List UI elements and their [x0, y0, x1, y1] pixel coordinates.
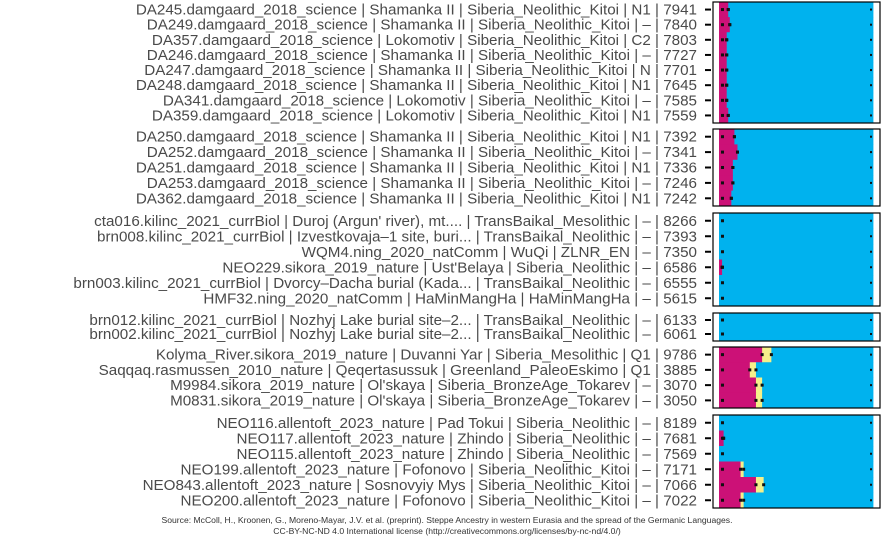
sample-label: DA250.damgaard_2018_science | Shamanka II | Siberia_Neolithic_Kitoi | N1 | 7392 — [135, 128, 697, 146]
panel-5 — [99, 347, 880, 410]
boundary-marker — [870, 251, 872, 253]
boundary-marker — [739, 468, 742, 471]
boundary-marker — [761, 399, 764, 402]
bar-segment-blue — [719, 446, 873, 462]
boundary-marker — [870, 136, 872, 138]
sample-label: Kolyma_River.sikora_2019_nature | Duvanni Yar | Siberia_Mesolithic | Q1 | 9786 — [155, 346, 697, 364]
boundary-marker — [770, 353, 773, 356]
boundary-marker — [731, 181, 734, 184]
sample-label: DA251.damgaard_2018_science | Shamanka II | Siberia_Neolithic_Kitoi | N1 | 7336 — [135, 159, 697, 177]
sample-label: NEO229.sikora_2019_nature | Ust'Belaya | Siberia_Neolithic | – | 6586 — [222, 259, 697, 277]
boundary-marker — [721, 151, 724, 154]
sample-label: DA246.damgaard_2018_science | Shamanka II | Siberia_Neolithic_Kitoi | – | 7727 — [146, 46, 697, 64]
bar-segment-blue — [744, 462, 874, 478]
bar-segment-blue — [719, 275, 873, 291]
sample-label: brn002.kilinc_2021_currBiol | Nozhyj Lake burial site–2... | TransBaikal_Neolithic | – | 6061 — [89, 326, 697, 343]
sample-label: DA357.damgaard_2018_science | Lokomotiv | Siberia_Neolithic_Kitoi | C2 | 7803 — [151, 31, 697, 49]
bar-segment-magenta — [719, 347, 763, 363]
bar-segment-magenta — [719, 191, 732, 207]
bar-segment-blue — [734, 129, 873, 145]
bar-segment-blue — [724, 431, 874, 447]
boundary-marker — [721, 437, 724, 440]
sample-label: NEO117.allentoft_2023_nature | Zhindo | Siberia_Neolithic | – | 7681 — [236, 430, 697, 448]
bar-segment-blue — [719, 244, 873, 260]
boundary-marker — [721, 197, 724, 200]
boundary-marker — [870, 167, 872, 169]
panel-1 — [136, 2, 880, 125]
boundary-marker — [870, 484, 872, 486]
boundary-marker — [870, 297, 872, 299]
bar-segment-blue — [727, 32, 874, 48]
boundary-marker — [742, 499, 745, 502]
sample-label: DA247.damgaard_2018_science | Shamanka II | Siberia_Neolithic_Kitoi | N | 7701 — [144, 62, 697, 80]
sample-label: NEO115.allentoft_2023_nature | Zhindo | Siberia_Neolithic | – | 7569 — [236, 445, 697, 463]
boundary-marker — [730, 197, 733, 200]
sample-label: DA341.damgaard_2018_science | Lokomotiv | Siberia_Neolithic_Kitoi | – | 7585 — [162, 92, 697, 110]
boundary-marker — [725, 38, 728, 41]
sample-label: brn012.kilinc_2021_currBiol | Nozhyj Lake burial site–2... | TransBaikal_Neolithic | – | 6133 — [89, 312, 697, 329]
bar-segment-blue — [719, 291, 873, 307]
sample-label: brn003.kilinc_2021_currBiol | Dvorcy–Dacha burial (Kada... | TransBaikal_Neolithic | – | 6555 — [73, 274, 697, 292]
boundary-marker — [870, 437, 872, 439]
boundary-marker — [870, 235, 872, 237]
boundary-marker — [870, 384, 872, 386]
boundary-marker — [870, 24, 872, 26]
boundary-marker — [721, 23, 724, 26]
sample-label: DA362.damgaard_2018_science | Shamanka II | Siberia_Neolithic_Kitoi | N1 | 7242 — [135, 190, 697, 208]
bar-segment-blue — [733, 175, 874, 191]
boundary-marker — [870, 69, 872, 71]
boundary-marker — [721, 319, 724, 322]
boundary-marker — [721, 84, 724, 87]
boundary-marker — [727, 8, 730, 11]
boundary-marker — [721, 135, 724, 138]
boundary-marker — [733, 135, 736, 138]
sample-label: DA359.damgaard_2018_science | Lokomotiv | Siberia_Neolithic_Kitoi | N1 | 7559 — [151, 107, 697, 125]
bar-segment-blue — [756, 362, 873, 378]
sample-label: HMF32.ning_2020_natComm | HaMinMangHa | HaMinMangHa | – | 5615 — [203, 290, 697, 308]
sample-label: cta016.kilinc_2021_currBiol | Duroj (Argun' river), mt.... | TransBaikal_Mesolithic | – | 8266 — [94, 212, 697, 230]
boundary-marker — [721, 384, 724, 387]
boundary-marker — [721, 266, 724, 269]
bar-segment-blue — [764, 477, 874, 493]
boundary-marker — [870, 319, 872, 321]
boundary-marker — [721, 452, 724, 455]
boundary-marker — [721, 368, 724, 371]
boundary-marker — [721, 8, 724, 11]
boundary-marker — [736, 151, 739, 154]
boundary-marker — [721, 483, 724, 486]
boundary-marker — [870, 151, 872, 153]
boundary-marker — [721, 99, 724, 102]
boundary-marker — [870, 266, 872, 268]
bar-segment-blue — [730, 17, 874, 33]
bar-segment-blue — [733, 160, 874, 176]
boundary-marker — [721, 219, 724, 222]
bar-segment-blue — [762, 393, 873, 409]
sample-label: DA249.damgaard_2018_science | Shamanka II | Siberia_Neolithic_Kitoi | – | 7840 — [146, 16, 697, 34]
boundary-marker — [870, 499, 872, 501]
boundary-marker — [725, 53, 728, 56]
boundary-marker — [870, 54, 872, 56]
sample-label: NEO116.allentoft_2023_nature | Pad Tokui | Siberia_Neolithic | – | 8189 — [216, 414, 697, 432]
boundary-marker — [727, 114, 730, 117]
boundary-marker — [754, 368, 757, 371]
sample-label: Saqqaq.rasmussen_2010_nature | Qeqertasussuk | Greenland_PaleoEskimo | Q1 | 3885 — [98, 361, 697, 379]
boundary-marker — [721, 38, 724, 41]
bar-segment-magenta — [719, 393, 756, 409]
bar-segment-blue — [737, 144, 873, 160]
sample-label: WQM4.ning_2020_natComm | WuQi | ZLNR_EN | – | 7350 — [301, 243, 697, 261]
boundary-marker — [731, 166, 734, 169]
bar-segment-blue — [762, 378, 873, 394]
boundary-marker — [721, 181, 724, 184]
bar-segment-blue — [744, 493, 874, 509]
sample-label: DA252.damgaard_2018_science | Shamanka II | Siberia_Neolithic_Kitoi | – | 7341 — [146, 144, 697, 162]
sample-label: NEO199.allentoft_2023_nature | Fofonovo | Siberia_Neolithic_Kitoi | – | 7171 — [180, 461, 697, 479]
boundary-marker — [761, 384, 764, 387]
boundary-marker — [725, 84, 728, 87]
bar-segment-blue — [727, 78, 874, 94]
boundary-marker — [725, 99, 728, 102]
boundary-marker — [870, 453, 872, 455]
boundary-marker — [870, 333, 872, 335]
sample-label: brn008.kilinc_2021_currBiol | Izvestkovaja–1 site, buri... | TransBaikal_Neolithic | – | 7393 — [97, 228, 697, 246]
sample-label: M9984.sikora_2019_nature | Ol'skaya | Siberia_BronzeAge_Tokarev | – | 3070 — [170, 377, 697, 395]
boundary-marker — [728, 23, 731, 26]
source-line-1: Source: McColl, H., Kroonen, G., Moreno-Mayar, J.V. et al. (preprint). Steppe Ancestry in western Eurasia and the spread of the Germanic Languages. — [161, 515, 733, 525]
panel-6 — [143, 415, 880, 510]
panel-4 — [89, 312, 880, 343]
bar-segment-blue — [731, 191, 873, 207]
sample-label: NEO843.allentoft_2023_nature | Sosnovyiy Mys | Siberia_Neolithic_Kitoi | – | 7066 — [142, 476, 697, 494]
boundary-marker — [721, 333, 724, 336]
bar-segment-blue — [719, 229, 873, 245]
boundary-marker — [761, 353, 764, 356]
boundary-marker — [754, 399, 757, 402]
bar-segment-blue — [719, 415, 873, 431]
boundary-marker — [742, 468, 745, 471]
boundary-marker — [721, 69, 724, 72]
bar-segment-magenta — [719, 477, 756, 493]
bar-segment-blue — [727, 93, 874, 109]
boundary-marker — [754, 384, 757, 387]
boundary-marker — [721, 235, 724, 238]
boundary-marker — [870, 9, 872, 11]
bar-segment-blue — [728, 108, 873, 124]
boundary-marker — [870, 99, 872, 101]
bar-segment-blue — [719, 213, 873, 229]
boundary-marker — [870, 84, 872, 86]
bar-segment-blue — [722, 260, 873, 276]
boundary-marker — [739, 499, 742, 502]
sample-label: NEO200.allentoft_2023_nature | Fofonovo | Siberia_Neolithic_Kitoi | – | 7022 — [180, 492, 697, 510]
bar-segment-blue — [727, 63, 874, 79]
sample-label: DA253.damgaard_2018_science | Shamanka II | Siberia_Neolithic_Kitoi | – | 7246 — [146, 174, 697, 192]
source-line-2: CC-BY-NC-ND 4.0 International license (http://creativecommons.org/licenses/by-nc-nd/4.0/) — [273, 526, 621, 536]
boundary-marker — [721, 250, 724, 253]
boundary-marker — [870, 114, 872, 116]
boundary-marker — [870, 369, 872, 371]
boundary-marker — [721, 499, 724, 502]
boundary-marker — [721, 53, 724, 56]
bar-segment-blue — [727, 47, 874, 63]
boundary-marker — [721, 297, 724, 300]
boundary-marker — [721, 281, 724, 284]
boundary-marker — [721, 353, 724, 356]
boundary-marker — [721, 421, 724, 424]
boundary-marker — [870, 399, 872, 401]
boundary-marker — [870, 468, 872, 470]
bar-segment-blue — [728, 2, 873, 18]
bar-segment-magenta — [719, 378, 756, 394]
bar-segment-blue — [719, 313, 873, 327]
boundary-marker — [870, 39, 872, 41]
boundary-marker — [870, 197, 872, 199]
boundary-marker — [721, 399, 724, 402]
boundary-marker — [870, 182, 872, 184]
boundary-marker — [870, 422, 872, 424]
boundary-marker — [870, 220, 872, 222]
bar-segment-blue — [771, 347, 873, 363]
boundary-marker — [754, 483, 757, 486]
chart-panels — [73, 2, 880, 510]
boundary-marker — [762, 483, 765, 486]
boundary-marker — [870, 282, 872, 284]
sample-label: DA245.damgaard_2018_science | Shamanka II | Siberia_Neolithic_Kitoi | N1 | 7941 — [135, 1, 697, 19]
boundary-marker — [721, 166, 724, 169]
boundary-marker — [870, 354, 872, 356]
sample-label: M0831.sikora_2019_nature | Ol'skaya | Siberia_BronzeAge_Tokarev | – | 3050 — [170, 392, 697, 410]
boundary-marker — [721, 468, 724, 471]
boundary-marker — [725, 69, 728, 72]
bar-segment-blue — [719, 327, 873, 341]
boundary-marker — [721, 114, 724, 117]
boundary-marker — [748, 368, 751, 371]
panel-2 — [136, 129, 880, 208]
sample-label: DA248.damgaard_2018_science | Shamanka II | Siberia_Neolithic_Kitoi | N1 | 7645 — [135, 77, 697, 95]
panel-3 — [73, 213, 880, 308]
